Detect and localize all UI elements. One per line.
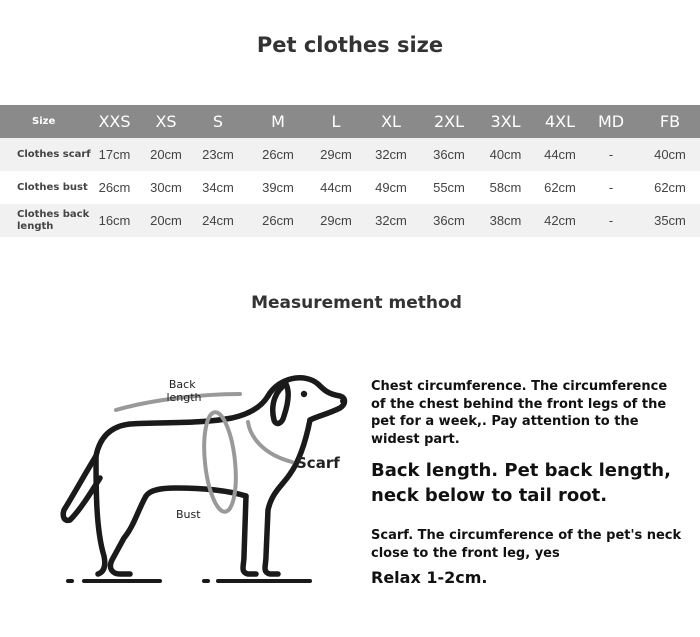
table-cell: 49cm <box>357 171 425 204</box>
back-length-label: Back length <box>166 378 202 404</box>
dog-eye-icon <box>301 391 307 397</box>
relax-note: Relax 1-2cm. <box>371 568 488 587</box>
column-header: S <box>195 105 241 138</box>
column-header: MD <box>582 105 640 138</box>
table-header-row <box>0 105 700 138</box>
size-corner-label: Size <box>0 105 92 138</box>
table-cell: 39cm <box>241 171 315 204</box>
table-cell: 38cm <box>473 204 538 237</box>
row-label: Clothes bust <box>0 171 92 204</box>
dog-measurement-diagram <box>0 360 360 600</box>
table-row <box>0 171 700 204</box>
table-cell: 20cm <box>137 204 195 237</box>
table-cell: 62cm <box>538 171 582 204</box>
table-cell: 58cm <box>473 171 538 204</box>
table-cell: - <box>582 204 640 237</box>
column-header: 2XL <box>425 105 473 138</box>
table-cell: 55cm <box>425 171 473 204</box>
page-title: Pet clothes size <box>256 33 444 57</box>
bust-label: Bust <box>176 508 201 521</box>
back-length-description: Back length. Pet back length, neck below to tail root. <box>371 460 671 506</box>
column-header: 3XL <box>473 105 538 138</box>
table-cell: 62cm <box>640 171 700 204</box>
table-row <box>0 204 700 237</box>
scarf-ring <box>248 422 292 462</box>
table-cell: 36cm <box>425 138 473 171</box>
back-length-label-line2: length <box>166 391 202 404</box>
table-cell: 24cm <box>195 204 241 237</box>
row-label: Clothes scarf <box>0 138 92 171</box>
table-cell: 29cm <box>315 204 357 237</box>
table-cell: 44cm <box>315 171 357 204</box>
column-header: M <box>241 105 315 138</box>
bust-ring <box>200 411 240 514</box>
table-cell: 32cm <box>357 204 425 237</box>
table-cell: 23cm <box>195 138 241 171</box>
table-cell: 26cm <box>241 138 315 171</box>
column-header: FB <box>640 105 700 138</box>
column-header: L <box>315 105 357 138</box>
dog-outline-icon <box>63 378 344 574</box>
size-table <box>0 105 700 237</box>
column-header: 4XL <box>538 105 582 138</box>
table-cell: - <box>582 171 640 204</box>
table-cell: 35cm <box>640 204 700 237</box>
table-row <box>0 138 700 171</box>
table-cell: 44cm <box>538 138 582 171</box>
scarf-label: Scarf <box>296 454 340 472</box>
table-cell: 29cm <box>315 138 357 171</box>
table-cell: 17cm <box>92 138 137 171</box>
table-cell: 36cm <box>425 204 473 237</box>
measurement-title: Measurement method <box>251 293 462 313</box>
scarf-description <box>371 527 691 587</box>
table-cell: 42cm <box>538 204 582 237</box>
table-cell: 30cm <box>137 171 195 204</box>
column-header: XL <box>357 105 425 138</box>
column-header: XS <box>137 105 195 138</box>
dog-nose-icon <box>340 398 346 404</box>
scarf-description-text: Scarf. The circumference of the pet's neck close to the front leg, yes <box>371 528 682 561</box>
table-cell: - <box>582 138 640 171</box>
table-cell: 26cm <box>241 204 315 237</box>
table-cell: 32cm <box>357 138 425 171</box>
table-cell: 26cm <box>92 171 137 204</box>
row-label: Clothes back length <box>0 204 92 237</box>
table-cell: 34cm <box>195 171 241 204</box>
table-cell: 20cm <box>137 138 195 171</box>
table-cell: 40cm <box>640 138 700 171</box>
column-header: XXS <box>92 105 137 138</box>
chest-description: Chest circumference. The circumference of the chest behind the front legs of the pet for a week,. Pay attention to the widest part. <box>371 379 668 447</box>
table-cell: 40cm <box>473 138 538 171</box>
table-cell: 16cm <box>92 204 137 237</box>
